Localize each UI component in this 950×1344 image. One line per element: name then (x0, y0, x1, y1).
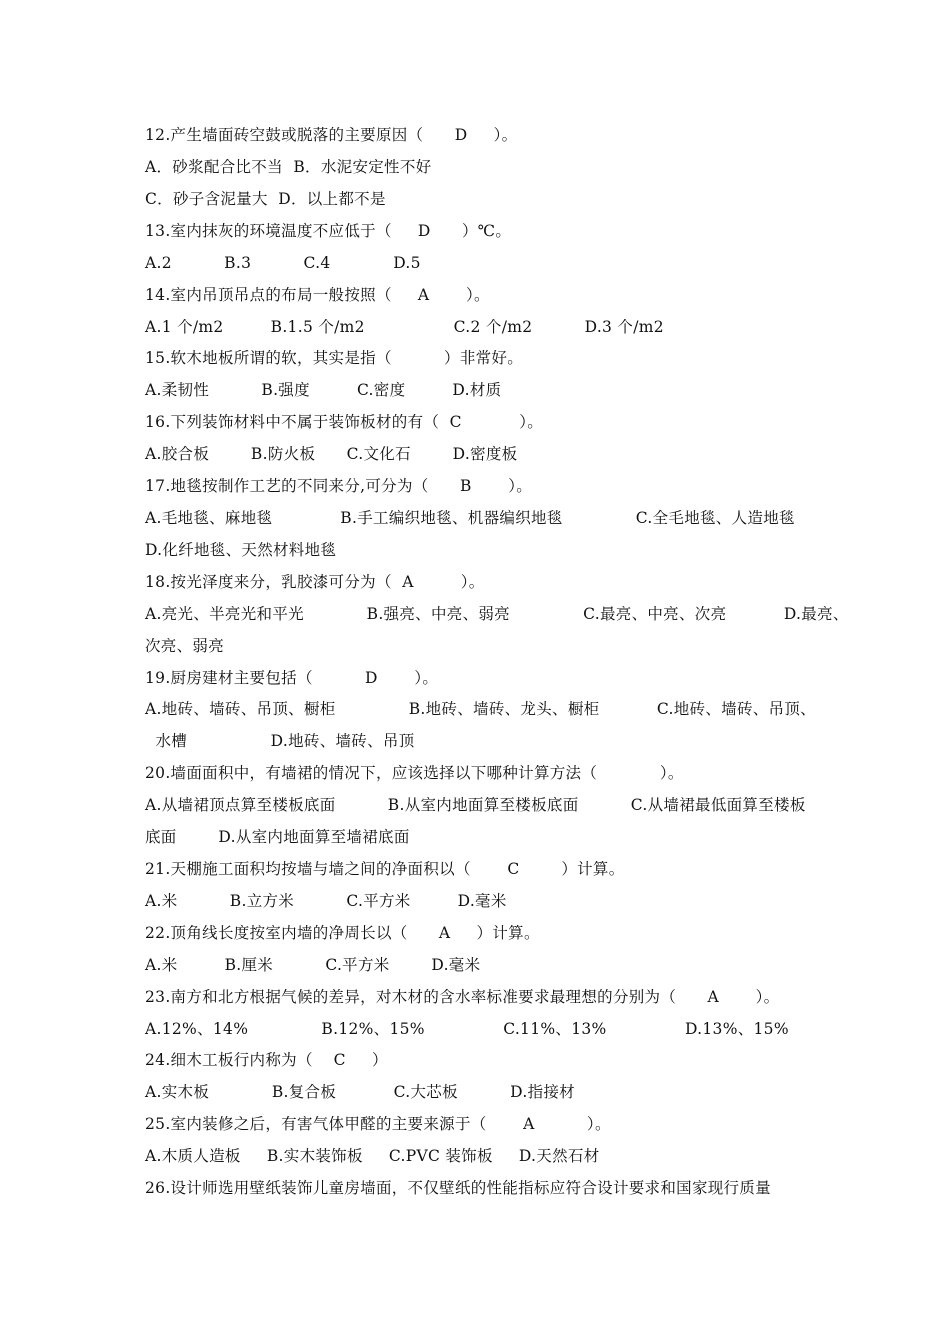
options-18-line1: A.亮光、半亮光和平光 B.强亮、中亮、弱亮 C.最亮、中亮、次亮 D.最亮、 (145, 605, 849, 623)
options-14: A.1 个/m2 B.1.5 个/m2 C.2 个/m2 D.3 个/m2 (145, 318, 664, 336)
question-19: 19.厨房建材主要包括（ D ）。 (145, 669, 439, 687)
question-22: 22.顶角线长度按室内墙的净周长以（ A ）计算。 (145, 924, 540, 942)
question-16: 16.下列装饰材料中不属于装饰板材的有（ C ）。 (145, 413, 544, 431)
options-13: A.2 B.3 C.4 D.5 (145, 254, 421, 272)
question-25: 25.室内装修之后，有害气体甲醛的主要来源于（ A ）。 (145, 1115, 611, 1133)
question-26: 26.设计师选用壁纸装饰儿童房墙面，不仅壁纸的性能指标应符合设计要求和国家现行质量 (145, 1179, 771, 1197)
question-17: 17.地毯按制作工艺的不同来分,可分为（ B ）。 (145, 477, 533, 495)
options-24: A.实木板 B.复合板 C.大芯板 D.指接材 (145, 1083, 575, 1101)
question-14: 14.室内吊顶吊点的布局一般按照（ A ）。 (145, 286, 490, 304)
options-19-line1: A.地砖、墙砖、吊顶、橱柜 B.地砖、墙砖、龙头、橱柜 C.地砖、墙砖、吊顶、 (145, 700, 816, 718)
options-23: A.12%、14% B.12%、15% C.11%、13% D.13%、15% (145, 1020, 789, 1038)
question-15: 15.软木地板所谓的软，其实是指（ ）非常好。 (145, 349, 524, 367)
question-18: 18.按光泽度来分，乳胶漆可分为（ A ）。 (145, 573, 485, 591)
question-23: 23.南方和北方根据气候的差异，对木材的含水率标准要求最理想的分别为（ A ）。 (145, 988, 780, 1006)
options-25: A.木质人造板 B.实木装饰板 C.PVC 装饰板 D.天然石材 (145, 1147, 600, 1165)
question-20: 20.墙面面积中，有墙裙的情况下，应该选择以下哪种计算方法（ ）。 (145, 764, 684, 782)
question-12: 12.产生墙面砖空鼓或脱落的主要原因（ D ）。 (145, 126, 518, 144)
options-20-line1: A.从墙裙顶点算至楼板底面 B.从室内地面算至楼板底面 C.从墙裙最低面算至楼板 (145, 796, 806, 814)
question-24: 24.细木工板行内称为（ C ） (145, 1051, 388, 1069)
options-12-cd: C．砂子含泥量大 D．以上都不是 (145, 190, 386, 208)
options-18-line2: 次亮、弱亮 (145, 637, 225, 655)
options-21: A.米 B.立方米 C.平方米 D.毫米 (145, 892, 507, 910)
options-17-line1: A.毛地毯、麻地毯 B.手工编织地毯、机器编织地毯 C.全毛地毯、人造地毯 (145, 509, 795, 527)
options-20-line2: 底面 D.从室内地面算至墙裙底面 (145, 828, 410, 846)
options-17-line2: D.化纤地毯、天然材料地毯 (145, 541, 337, 559)
options-22: A.米 B.厘米 C.平方米 D.毫米 (145, 956, 481, 974)
options-16: A.胶合板 B.防火板 C.文化石 D.密度板 (145, 445, 518, 463)
options-12-ab: A．砂浆配合比不当 B．水泥安定性不好 (145, 158, 432, 176)
question-13: 13.室内抹灰的环境温度不应低于（ D ）℃。 (145, 222, 512, 240)
question-21: 21.天棚施工面积均按墙与墙之间的净面积以（ C ）计算。 (145, 860, 625, 878)
options-19-line2: 水槽 D.地砖、墙砖、吊顶 (145, 732, 415, 750)
options-15: A.柔韧性 B.强度 C.密度 D.材质 (145, 381, 502, 399)
